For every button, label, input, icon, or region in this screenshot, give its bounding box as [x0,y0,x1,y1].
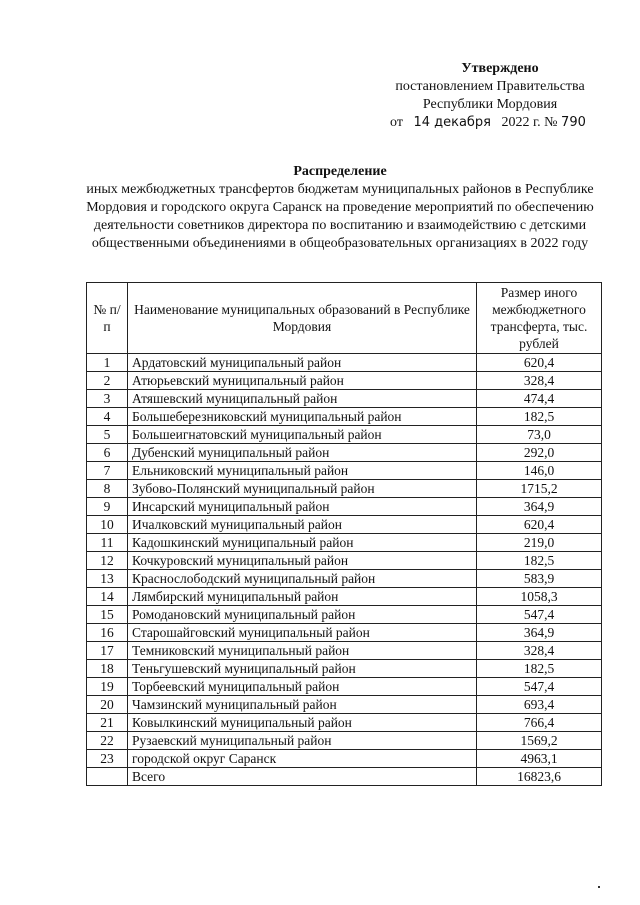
row-municipality: Темниковский муниципальный район [128,642,477,660]
row-number: 11 [87,534,128,552]
row-amount: 364,9 [477,624,602,642]
row-amount: 547,4 [477,678,602,696]
table-row [87,354,602,372]
row-amount: 219,0 [477,534,602,552]
row-municipality: Инсарский муниципальный район [128,498,477,516]
row-number: 4 [87,408,128,426]
row-number: 20 [87,696,128,714]
table-header-row [87,283,602,354]
row-amount: 73,0 [477,426,602,444]
row-number: 14 [87,588,128,606]
row-municipality: Теньгушевский муниципальный район [128,660,477,678]
document-title: Распределение [293,164,387,179]
row-municipality: Ельниковский муниципальный район [128,462,477,480]
table-row [87,444,602,462]
table-body [87,354,602,786]
row-municipality: Торбеевский муниципальный район [128,678,477,696]
row-amount: 766,4 [477,714,602,732]
row-municipality: Большеберезниковский муниципальный район [128,408,477,426]
row-number: 10 [87,516,128,534]
row-amount: 547,4 [477,606,602,624]
row-municipality: Ромодановский муниципальный район [128,606,477,624]
table-row [87,750,602,768]
approval-date [370,114,610,132]
row-municipality: Ковылкинский муниципальный район [128,714,477,732]
header-num: № п/п [87,283,128,354]
row-number: 18 [87,660,128,678]
approval-title: Утверждено [461,61,539,76]
date-year: 2022 г. № [501,115,558,130]
row-municipality: Всего [128,768,477,786]
row-number [87,768,128,786]
table-row [87,534,602,552]
row-number: 7 [87,462,128,480]
row-amount: 182,5 [477,552,602,570]
row-amount: 474,4 [477,390,602,408]
date-prefix: от [390,115,403,130]
table-row [87,498,602,516]
scan-dot [598,886,600,888]
row-number: 5 [87,426,128,444]
header-name: Наименование муниципальных образований в Республике Мордовия [128,283,477,354]
row-amount: 146,0 [477,462,602,480]
approval-block [370,60,610,132]
row-amount: 1569,2 [477,732,602,750]
table-row [87,714,602,732]
row-municipality: Лямбирский муниципальный район [128,588,477,606]
table-row [87,642,602,660]
row-municipality: Ардатовский муниципальный район [128,354,477,372]
row-amount: 182,5 [477,408,602,426]
row-municipality: Старошайговский муниципальный район [128,624,477,642]
table-row [87,426,602,444]
row-amount: 1058,3 [477,588,602,606]
row-number: 13 [87,570,128,588]
row-municipality: Кадошкинский муниципальный район [128,534,477,552]
row-municipality: Краснослободский муниципальный район [128,570,477,588]
table-row [87,372,602,390]
row-municipality: Кочкуровский муниципальный район [128,552,477,570]
row-municipality: Ичалковский муниципальный район [128,516,477,534]
date-number: 790 [561,115,586,130]
table-row [87,516,602,534]
row-amount: 620,4 [477,354,602,372]
table-row [87,462,602,480]
table-row [87,678,602,696]
table-row [87,660,602,678]
table-row [87,624,602,642]
row-number: 19 [87,678,128,696]
row-amount: 364,9 [477,498,602,516]
row-number: 23 [87,750,128,768]
row-municipality: Атяшевский муниципальный район [128,390,477,408]
row-municipality: Зубово-Полянский муниципальный район [128,480,477,498]
row-amount: 693,4 [477,696,602,714]
row-municipality: Дубенский муниципальный район [128,444,477,462]
table-row [87,390,602,408]
row-amount: 328,4 [477,642,602,660]
row-amount: 4963,1 [477,750,602,768]
row-number: 12 [87,552,128,570]
row-number: 1 [87,354,128,372]
row-amount: 583,9 [477,570,602,588]
row-number: 2 [87,372,128,390]
row-number: 16 [87,624,128,642]
document-heading [80,163,600,253]
approval-line-1: постановлением Правительства [395,79,585,94]
row-amount: 620,4 [477,516,602,534]
date-day: 14 декабря [413,115,492,130]
row-amount: 328,4 [477,372,602,390]
table-row [87,606,602,624]
row-amount: 1715,2 [477,480,602,498]
distribution-table [86,282,602,786]
row-municipality: городской округ Саранск [128,750,477,768]
header-amount: Размер иного межбюджетного трансферта, тыс. рублей [477,283,602,354]
row-number: 15 [87,606,128,624]
row-amount: 182,5 [477,660,602,678]
row-amount: 16823,6 [477,768,602,786]
table-row [87,570,602,588]
table-row [87,552,602,570]
row-municipality: Атюрьевский муниципальный район [128,372,477,390]
row-number: 3 [87,390,128,408]
row-municipality: Чамзинский муниципальный район [128,696,477,714]
row-number: 6 [87,444,128,462]
row-amount: 292,0 [477,444,602,462]
table-row [87,732,602,750]
row-number: 17 [87,642,128,660]
table-row [87,588,602,606]
approval-line-2: Республики Мордовия [422,97,558,112]
table-row [87,480,602,498]
row-number: 8 [87,480,128,498]
row-municipality: Рузаевский муниципальный район [128,732,477,750]
table-row [87,408,602,426]
document-subtitle: иных межбюджетных трансфертов бюджетам муниципальных районов в Республике Мордовия и городского округа Саранск на проведение мероприятий по обеспечению деятельности советников директора по воспитанию и взаимодействию с детскими общественными объединениями в общеобразовательных организациях в 2022 году [86,182,594,251]
row-number: 22 [87,732,128,750]
table-row [87,696,602,714]
row-number: 21 [87,714,128,732]
row-municipality: Большеигнатовский муниципальный район [128,426,477,444]
row-number: 9 [87,498,128,516]
table-total-row [87,768,602,786]
